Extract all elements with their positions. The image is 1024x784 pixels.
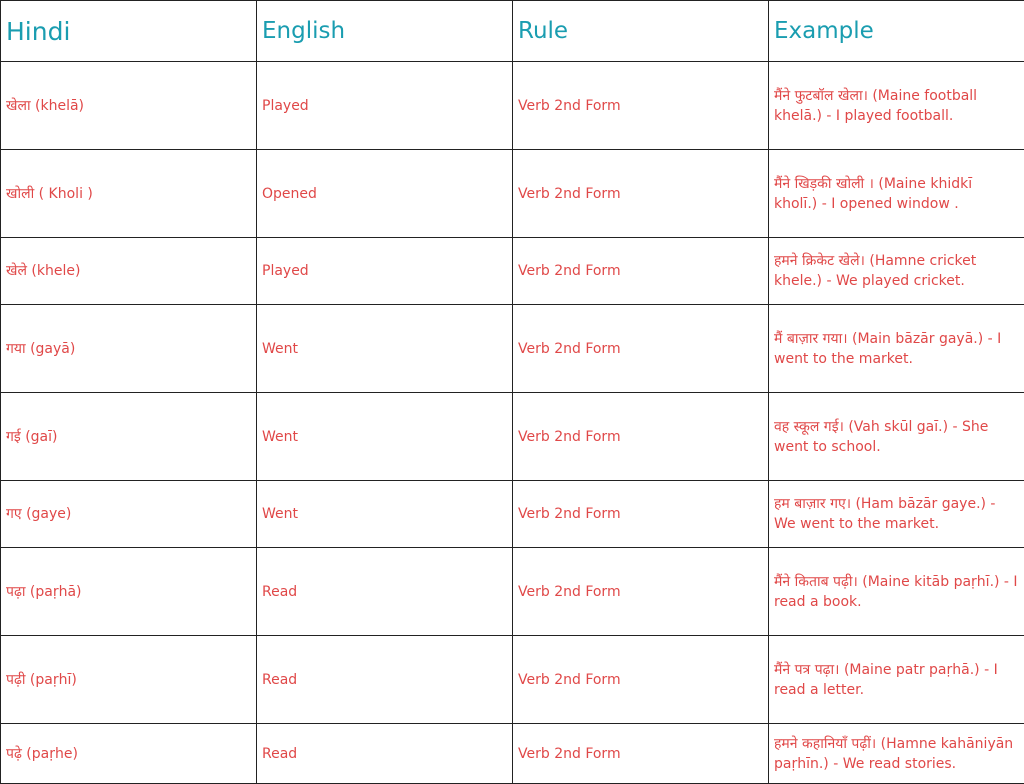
cell-example: मैं बाज़ार गया। (Main bāzār gayā.) - I went to the market.	[769, 305, 1024, 393]
cell-hindi: पढ़ा (paṛhā)	[1, 548, 257, 636]
cell-example: वह स्कूल गई। (Vah skūl gaī.) - She went to school.	[769, 393, 1024, 481]
cell-rule: Verb 2nd Form	[513, 62, 769, 150]
cell-example: हमने कहानियाँ पढ़ीं। (Hamne kahāniyān paṛhīn.) - We read stories.	[769, 724, 1024, 784]
cell-rule: Verb 2nd Form	[513, 724, 769, 784]
cell-rule: Verb 2nd Form	[513, 305, 769, 393]
cell-english: Went	[257, 481, 513, 548]
cell-english: Opened	[257, 150, 513, 238]
header-english: English	[257, 1, 513, 62]
header-rule: Rule	[513, 1, 769, 62]
cell-rule: Verb 2nd Form	[513, 393, 769, 481]
table-row	[1, 724, 1024, 784]
cell-example: हम बाज़ार गए। (Ham bāzār gaye.) - We went to the market.	[769, 481, 1024, 548]
cell-hindi: गए (gaye)	[1, 481, 257, 548]
table-row	[1, 150, 1024, 238]
cell-hindi: गई (gaī)	[1, 393, 257, 481]
cell-hindi: पढ़े (paṛhe)	[1, 724, 257, 784]
table-row	[1, 393, 1024, 481]
cell-hindi: खेला (khelā)	[1, 62, 257, 150]
table-row	[1, 636, 1024, 724]
cell-english: Went	[257, 305, 513, 393]
table-row	[1, 62, 1024, 150]
table-row	[1, 548, 1024, 636]
cell-example: मैंने फुटबॉल खेला। (Maine football khelā.) - I played football.	[769, 62, 1024, 150]
cell-hindi: गया (gayā)	[1, 305, 257, 393]
header-hindi: Hindi	[1, 1, 257, 62]
header-example: Example	[769, 1, 1024, 62]
cell-rule: Verb 2nd Form	[513, 636, 769, 724]
table-row	[1, 238, 1024, 305]
cell-hindi: खेले (khele)	[1, 238, 257, 305]
cell-rule: Verb 2nd Form	[513, 481, 769, 548]
cell-hindi: पढ़ी (paṛhī)	[1, 636, 257, 724]
cell-example: मैंने किताब पढ़ी। (Maine kitāb paṛhī.) - I read a book.	[769, 548, 1024, 636]
cell-rule: Verb 2nd Form	[513, 548, 769, 636]
cell-rule: Verb 2nd Form	[513, 238, 769, 305]
cell-example: मैंने पत्र पढ़ा। (Maine patr paṛhā.) - I read a letter.	[769, 636, 1024, 724]
cell-english: Went	[257, 393, 513, 481]
cell-english: Played	[257, 62, 513, 150]
cell-hindi: खोली ( Kholi )	[1, 150, 257, 238]
header-row	[1, 1, 1024, 62]
cell-rule: Verb 2nd Form	[513, 150, 769, 238]
table-row	[1, 481, 1024, 548]
cell-english: Read	[257, 724, 513, 784]
cell-english: Read	[257, 548, 513, 636]
cell-example: मैंने खिड़की खोली । (Maine khidkī kholī.) - I opened window .	[769, 150, 1024, 238]
table-row	[1, 305, 1024, 393]
cell-english: Read	[257, 636, 513, 724]
cell-example: हमने क्रिकेट खेले। (Hamne cricket khele.) - We played cricket.	[769, 238, 1024, 305]
cell-english: Played	[257, 238, 513, 305]
